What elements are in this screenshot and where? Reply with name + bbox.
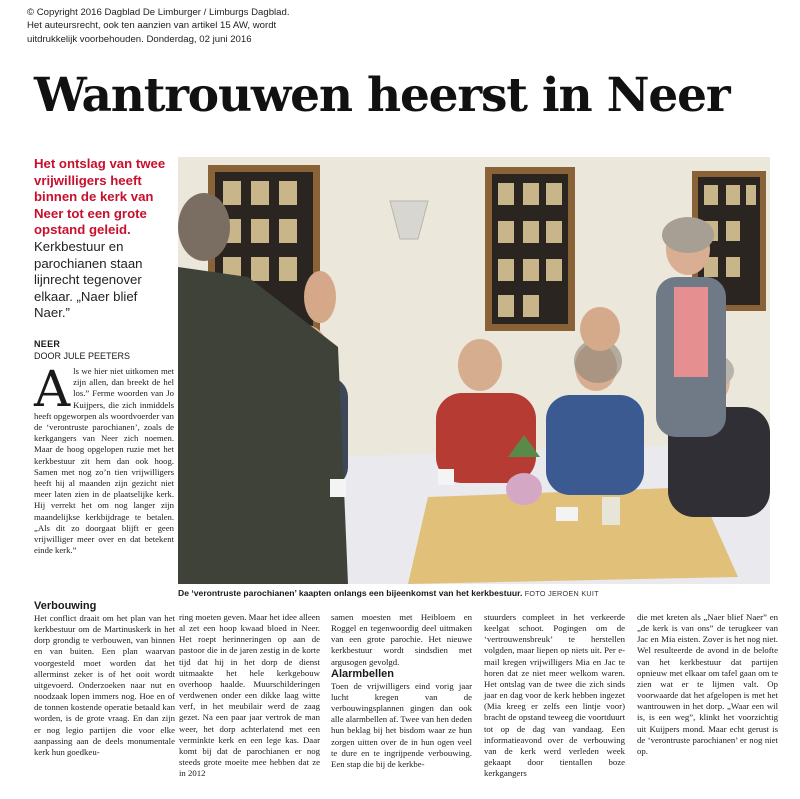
photo-caption	[178, 588, 770, 599]
subheading-verbouwing: Verbouwing	[34, 600, 97, 612]
subheading-alarmbellen: Alarmbellen	[331, 667, 394, 680]
intro-text: ls we hier niet uitkomen met zijn allen, dan breekt de hel los.” Ferme woorden van Jo Kuijpers, die zich inmiddels heeft opgeworpen als woordvoerder van de ‘verontruste parochianen’, zoals de kerkgangers van Neer zich noemen. Maar de hoog opgelopen ruzie met het kerkbestuur zit hem dan ook hoog. Samen met nog zo’n tien vrijwilligers heeft hij al maanden zijn gezicht niet meer laten zien in de plaatselijke kerk. Hij verrekt het om nog langer zijn maandelijkse kerkbijdrage te betalen. „Als dit zo doorgaat blijft er geen vrijwilliger meer over en dat betekent einde kerk.”	[34, 366, 174, 556]
column-5-text: die met kreten als „Naer blief Naer” en „de kerk is van ons” de terugkeer van Jac en Mia eisten. Zover is het nog niet. Wel resulteerde de avond in de belofte van het kerkbestuur dat partijen opnieuw met elkaar om tafel gaan om te zien wat er te lijmen valt. Op voorwaarde dat het afgelopen is met het wantrouwen in het dorp. „Waar een wil is, is een weg”, klinkt het voorzichtig uit Kuijpers mond. Maar echt gerust is de ‘verontruste parochianen’ er nog niet op.	[637, 612, 778, 756]
headline: Wantrouwen heerst in Neer	[34, 68, 730, 123]
lede-highlight: Het ontslag van twee vrijwilligers heeft binnen de kerk van Neer tot een grote opstand geleid.	[34, 156, 166, 238]
copyright-line-2: Het auteursrecht, ook ten aanzien van artikel 15 AW, wordt	[27, 20, 277, 32]
byline-place: NEER	[34, 339, 61, 349]
byline	[34, 339, 130, 362]
article-column-1	[34, 600, 175, 758]
photo-credit: FOTO JEROEN KUIT	[524, 589, 599, 598]
byline-author: DOOR JULE PEETERS	[34, 350, 131, 361]
article-column-3	[331, 612, 472, 770]
copyright-line-1: © Copyright 2016 Dagblad De Limburger / Limburgs Dagblad.	[27, 7, 290, 18]
meeting-photo-illustration	[178, 157, 770, 584]
article-photo	[178, 157, 770, 584]
article-column-4	[484, 612, 625, 779]
intro-paragraph	[34, 360, 174, 556]
column-2-text: ring moeten geven. Maar het idee alleen al zet een hoop kwaad bloed in Neer. Het roept herinneringen op aan de pastoor die in de jaren zestig in de korte tijd dat hij in het dorp de dienst uitmaakte het hele kerkgebouw overhoop haalde. Muurschilderingen verdwenen onder een dikke laag witte verf, in het meubilair werd de zaag gezet. Na een paar jaar vertrok de man weer, het dorp achterlatend met een verminkte kerk en een lege kas. Daar komt bij dat de parochianen er nog steeds grote moeite mee hebben dat ze in 2012	[179, 612, 320, 779]
copyright-notice	[27, 6, 327, 46]
article-column-2	[179, 612, 320, 779]
column-3-text-1: samen moesten met Heibloem en Roggel en tegenwoordig deel uitmaken van een grote parochie. Het nieuwe kerkbestuur wordt sindsdien met argusogen gevolgd.	[331, 612, 472, 667]
column-3-text-2: Toen de vrijwilligers eind vorig jaar lucht kregen van de verbouwingsplannen gingen dan ook alle alarmbellen af. Twee van hen deden hun beklag bij het bisdom waar ze hun zorgen uitten over de in hun ogen veel te dure en te ingrijpende verbouwing. Een stap die bij de kerkbe-	[331, 680, 472, 769]
copyright-line-3: uitdrukkelijk voorbehouden. Donderdag, 02 juni 2016	[27, 33, 252, 45]
article-column-5	[637, 612, 778, 757]
lede	[34, 156, 174, 322]
column-1-text: Het conflict draait om het plan van het kerkbestuur om de Martinuskerk in het dorp grondig te verbouwen, van binnen en van buiten. Een plan waarvan voorgesteld moet worden dat het allerminst zeker is of het ooit wordt uitgevoerd. Onderzoeken naar nut en noodzaak lopen immers nog. Hoe en of de tonnen kostende operatie betaald kan worden, is de grote vraag. En dan zijn er nog legio partijen die voor elke aanpassing aan de deels monumentale kerk hun goedkeu-	[34, 613, 175, 757]
column-4-text: stuurders compleet in het verkeerde keelgat schoot. Pogingen om de ‘vertrouwensbreuk’ te herstellen volgden, maar liepen op niets uit. Per e-mail kregen vrijwilligers Mia en Jac te horen dat ze niet meer welkom waren. Het ontslag van de twee die zich sinds jaar en dag voor de kerk hebben ingezet (Mia kreeg er zelfs een lintje voor) bracht de opstand teweeg die voortduurt tot op de dag van vandaag. Een informatieavond over de verbouwing van de kerk werd verleden week gekaapt door tientallen boze kerkgangers	[484, 612, 625, 779]
drop-cap: A	[34, 360, 71, 418]
lede-text: Kerkbestuur en parochianen staan lijnrecht tegenover elkaar. „Naer blief Naer.”	[34, 238, 143, 321]
caption-text: De ‘verontruste parochianen’ kaapten onlangs een bijeenkomst van het kerkbestuur.	[178, 588, 523, 598]
